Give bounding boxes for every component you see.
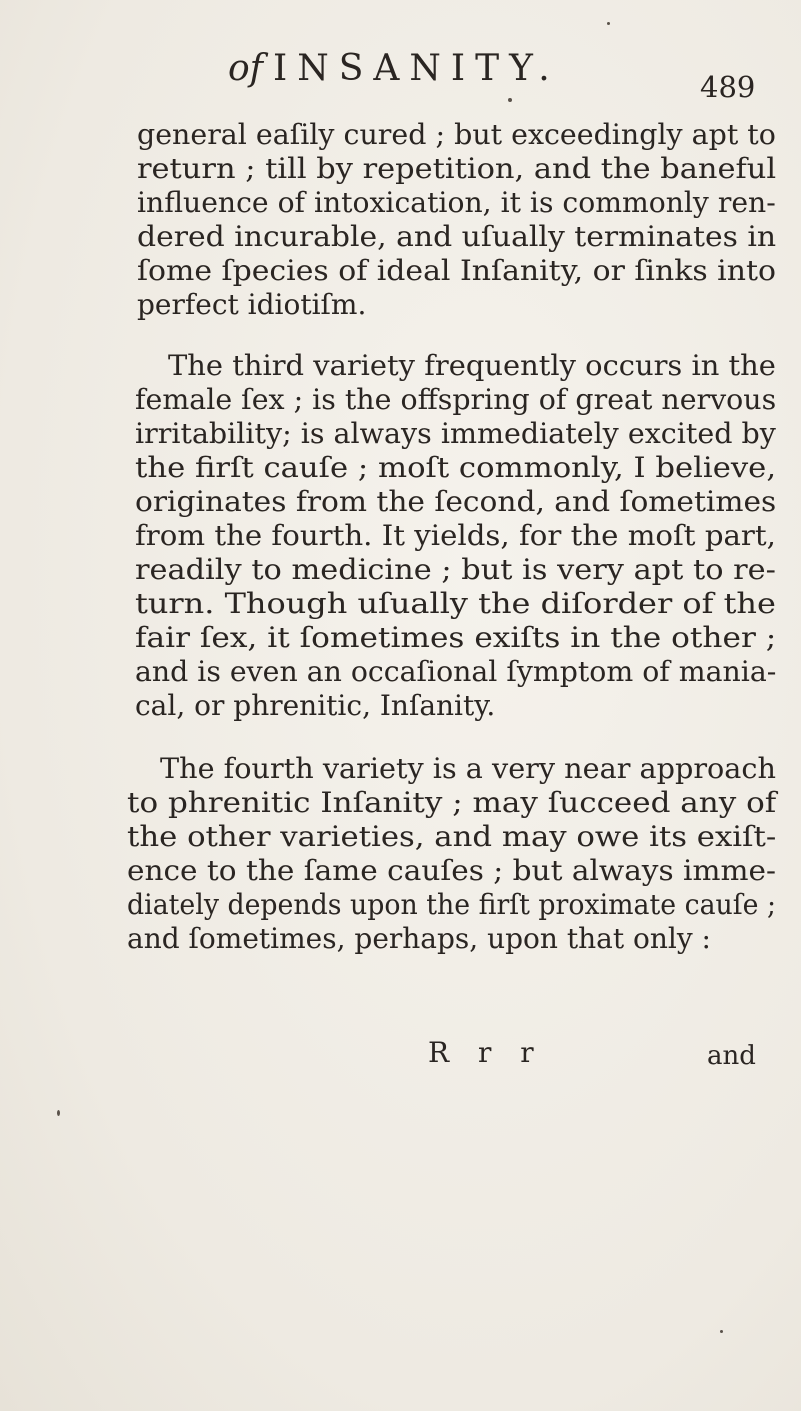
paper-speck [57,1110,60,1116]
page-number: 489 [700,70,756,104]
text-line: to phrenitic Inſanity ; may ſucceed any of [127,786,777,819]
running-head [228,48,668,98]
text-line: The third variety frequently occurs in the [168,349,776,382]
text-line: and ſometimes, perhaps, upon that only : [127,922,711,955]
paper-speck [607,22,610,25]
text-line: female ſex ; is the offspring of great nervous [135,383,777,416]
paper-speck [720,1330,723,1333]
text-line: dered incurable, and uſually terminates in [137,220,777,253]
text-line: readily to medicine ; but is very apt to re- [135,553,776,586]
text-line: perfect idiotiſm. [137,288,367,321]
text-line: return ; till by repetition, and the baneful [137,152,777,185]
text-line: irritability; is always immediately excited by [135,417,776,450]
text-line: originates from the ſecond, and ſometimes [135,485,777,518]
text-line: turn. Though uſually the diſorder of the [135,587,776,620]
text-line: fair ſex, it ſometimes exiſts in the other ; [135,621,777,654]
text-line: The fourth variety is a very near approach [160,752,776,785]
text-line: influence of intoxication, it is commonly ren- [137,186,776,219]
catchword: and [707,1041,756,1071]
text-line: ſome ſpecies of ideal Inſanity, or ſinks into [137,254,776,287]
text-line: general eaſily cured ; but exceedingly apt to [137,118,776,151]
paper-speck [508,98,512,102]
running-head-title: INSANITY. [273,48,560,89]
text-line: and is even an occaſional ſymptom of mania- [135,655,777,688]
text-line: the firſt cauſe ; moſt commonly, I believe, [135,451,777,484]
text-line: ence to the ſame cauſes ; but always imme- [127,854,776,887]
signature-mark: R r r [428,1036,544,1069]
text-line: from the fourth. It yields, for the moſt part, [135,519,776,552]
text-line: the other varieties, and may owe its exiſt- [127,820,777,853]
text-line: cal, or phrenitic, Inſanity. [135,689,496,722]
text-line: diately depends upon the firſt proximate cauſe ; [127,888,777,921]
running-head-of: of [228,48,263,89]
